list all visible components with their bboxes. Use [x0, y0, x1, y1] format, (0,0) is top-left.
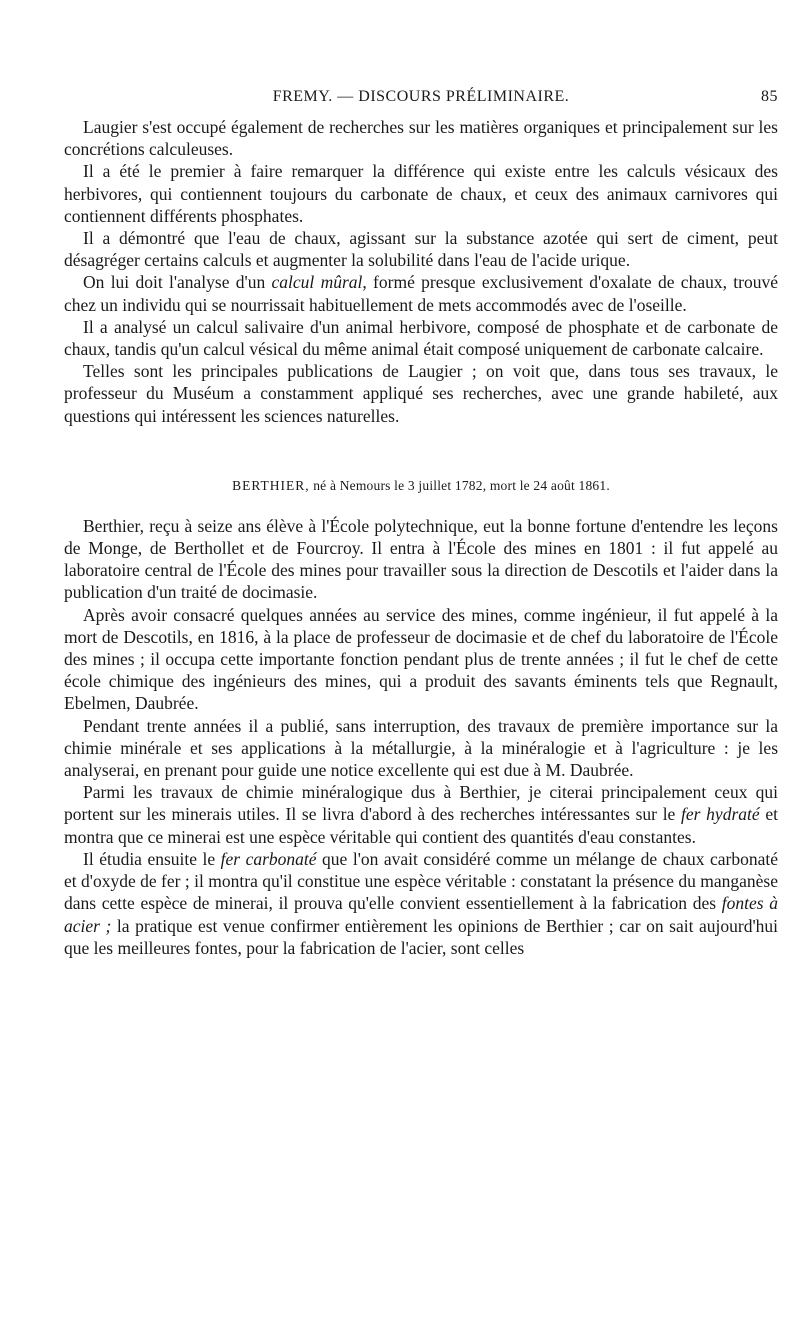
paragraph: Telles sont les principales publications de Laugier ; on voit que, dans tous ses travaux, le professeur du Muséum a constamment appliqué ses recherches, avec une grande habileté, aux questions qui intéressent les sciences naturelles. — [64, 361, 778, 426]
italic-term: fer carbonaté — [220, 848, 317, 869]
paragraph — [64, 848, 778, 959]
paragraph: Laugier s'est occupé également de recherches sur les matières organiques et principalement sur les concrétions calculeuses. — [64, 117, 778, 160]
italic-term: fontes à acier ; — [64, 893, 778, 936]
text-run: , formé presque exclusivement d'oxalate de chaux, trouvé chez un individu qui se nourrissait habituellement de mets accommodés avec de l'oseille. — [64, 272, 778, 315]
running-header — [64, 88, 778, 110]
paragraph — [64, 781, 778, 848]
paragraph: Il a analysé un calcul salivaire d'un animal herbivore, composé de phosphate et de carbonate de chaux, tandis qu'un calcul vésical du même animal était composé uniquement de carbonate calcaire. — [64, 316, 778, 360]
paragraph: Il a été le premier à faire remarquer la différence qui existe entre les calculs vésicaux des herbivores, qui contiennent toujours du carbonate de chaux, et ceux des animaux carnivores qui contiennent différents phosphates. — [64, 161, 778, 226]
page-body — [64, 116, 778, 959]
text-run: et montra que ce minerai est une espèce véritable qui contient des quantités d'eau constantes. — [64, 804, 778, 847]
italic-term: calcul mûral — [271, 272, 363, 293]
text-run: la pratique est venue confirmer entièrement les opinions de Berthier ; car on sait aujourd'hui que les meilleures fontes, pour la fabrication de l'acier, sont celles — [64, 915, 778, 958]
running-title: FREMY. — DISCOURS PRÉLIMINAIRE. — [272, 88, 570, 105]
page-number: 85 — [761, 88, 778, 105]
section-heading-name: BERTHIER, — [232, 477, 310, 493]
paragraph: Il a démontré que l'eau de chaux, agissant sur la substance azotée qui sert de ciment, peut désagréger certains calculs et augmenter la solubilité dans l'eau de l'acide urique. — [64, 228, 778, 271]
text-run: Il étudia ensuite le — [83, 848, 221, 869]
italic-term: fer hydraté — [681, 804, 760, 825]
section-heading — [64, 477, 778, 495]
text-run: que l'on avait considéré comme un mélange de chaux carbonaté et d'oxyde de fer ; il montra qu'il constitue une espèce véritable : constatant la présence du manganèse dans cette espèce de minerai, il prouva qu'elle convient essentiellement à la fabrication des — [64, 848, 778, 914]
paragraph — [64, 271, 778, 315]
paragraph: Pendant trente années il a publié, sans interruption, des travaux de première importance sur la chimie minérale et ses applications à la métallurgie, à la minéralogie et à l'agriculture : je les analyserai, en prenant pour guide une notice excellente qui est due à M. Daubrée. — [64, 715, 778, 781]
text-run: Parmi les travaux de chimie minéralogique dus à Berthier, je citerai principalement ceux qui portent sur les minerais utiles. Il se livra d'abord à des recherches intéressantes sur le — [64, 782, 778, 825]
text-run: On lui doit l'analyse d'un — [83, 272, 272, 293]
paragraph: Berthier, reçu à seize ans élève à l'École polytechnique, eut la bonne fortune d'entendre les leçons de Monge, de Berthollet et de Fourcroy. Il entra à l'École des mines en 1801 : il fut appelé au laboratoire central de l'École des mines pour travailler sous la direction de Descotils et l'aider dans la publication d'un traité de docimasie. — [64, 515, 778, 603]
section-heading-dates: né à Nemours le 3 juillet 1782, mort le 24 août 1861. — [309, 477, 610, 493]
paragraph: Après avoir consacré quelques années au service des mines, comme ingénieur, il fut appelé à la mort de Descotils, en 1816, à la place de professeur de docimasie et de chef du laboratoire de l'École des mines ; il occupa cette importante fonction pendant plus de trente années ; il fut le chef de cette école chimique des ingénieurs des mines, qui a produit des savants éminents tels que Regnault, Ebelmen, Daubrée. — [64, 604, 778, 714]
